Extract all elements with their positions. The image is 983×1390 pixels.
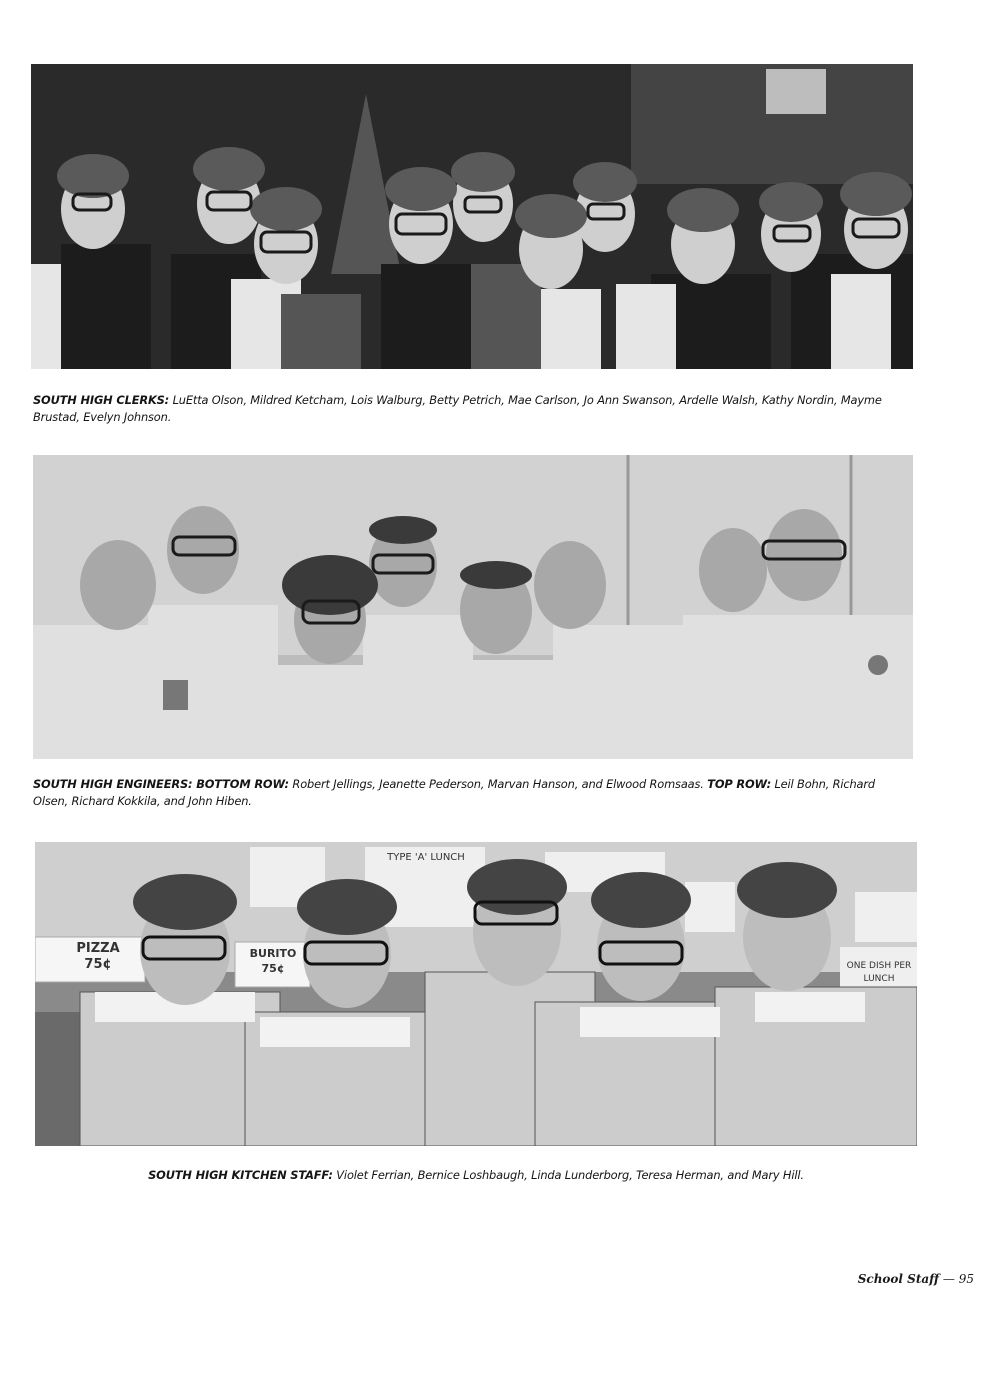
clerks-caption (33, 392, 913, 426)
pizza-sign (53, 941, 143, 973)
pizza-sign-price: 75¢ (84, 957, 112, 972)
page-footer (0, 1272, 983, 1286)
footer-section-title: School Staff (857, 1272, 940, 1286)
clerks-caption-label: SOUTH HIGH CLERKS: (33, 393, 170, 407)
kitchen-caption-label: SOUTH HIGH KITCHEN STAFF: (148, 1168, 333, 1182)
engineers-photo (33, 455, 913, 759)
kitchen-photo (35, 842, 917, 1146)
kitchen-caption-names: Violet Ferrian, Bernice Loshbaugh, Linda Lunderborg, Teresa Herman, and Mary Hill. (332, 1168, 804, 1182)
footer-separator: — (939, 1272, 959, 1286)
burrito-sign-text: BURITO (249, 947, 297, 960)
burrito-sign (238, 946, 308, 976)
engineers-caption-bottom-names: Robert Jellings, Jeanette Pederson, Marvan Hanson, and Elwood Romsaas. (288, 777, 708, 791)
clerks-photo (31, 64, 913, 369)
pizza-sign-text: PIZZA (76, 941, 120, 956)
engineers-caption-top-names: Leil Bohn, Richard Olsen, Richard Kokkila, and John Hiben. (33, 777, 875, 808)
one-dish-sign: ONE DISH PER LUNCH (846, 961, 912, 984)
kitchen-photo-art (35, 842, 917, 1146)
clerks-photo-art (31, 64, 913, 369)
page-number: 95 (958, 1272, 974, 1286)
engineers-caption-label: SOUTH HIGH ENGINEERS: BOTTOM ROW: (33, 777, 289, 791)
engineers-photo-art (33, 455, 913, 759)
lunch-board-heading: TYPE 'A' LUNCH (387, 852, 465, 863)
engineers-caption-label-top: TOP ROW: (707, 777, 771, 791)
burrito-sign-price: 75¢ (261, 962, 285, 975)
kitchen-caption (35, 1167, 917, 1184)
engineers-caption (33, 776, 913, 810)
clerks-caption-names: LuEtta Olson, Mildred Ketcham, Lois Walburg, Betty Petrich, Mae Carlson, Jo Ann Swanson, Ardelle Walsh, Kathy Nordin, Mayme Brustad, Evelyn Johnson. (33, 393, 882, 424)
bottom-margin (0, 1300, 983, 1390)
